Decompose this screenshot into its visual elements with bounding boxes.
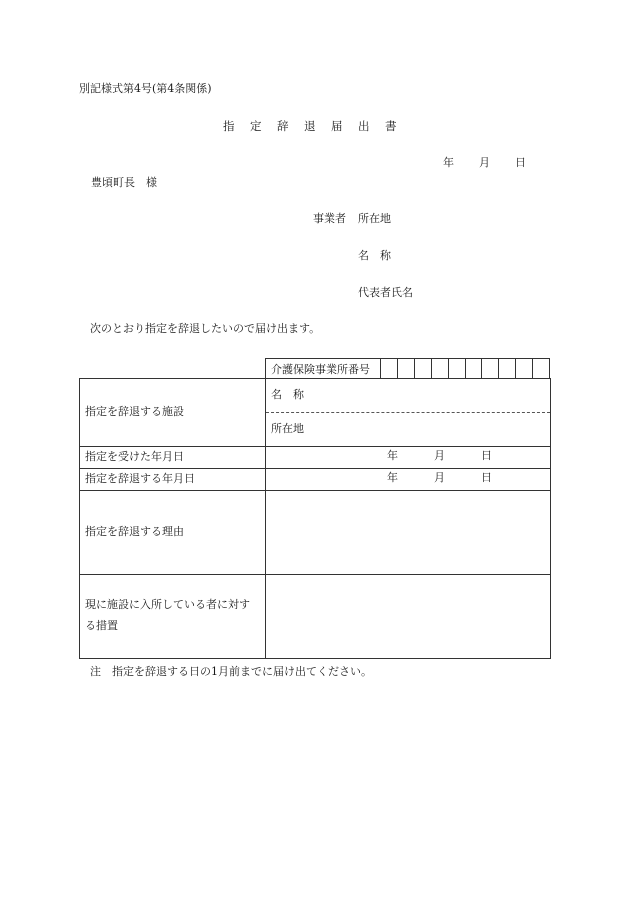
- office-number-label: 介護保険事業所番号: [266, 359, 381, 378]
- month-label: 月: [479, 156, 490, 169]
- facility-address-label: 所在地: [271, 422, 304, 436]
- day-label: 日: [515, 156, 526, 169]
- withdrawal-form-table: [79, 378, 551, 659]
- representative-name-label: 代表者氏名: [358, 286, 413, 299]
- month-label: 月: [434, 470, 445, 484]
- year-label: 年: [387, 470, 398, 484]
- title-char: 辞: [277, 119, 289, 133]
- title-char: 届: [331, 119, 343, 133]
- applicant-address-label: 所在地: [358, 212, 391, 225]
- facility-label: 指定を辞退する施設: [80, 379, 266, 447]
- resident-measures-field[interactable]: [266, 574, 551, 658]
- office-number-digit-cell[interactable]: [398, 359, 415, 378]
- withdrawal-date-field[interactable]: [266, 468, 551, 490]
- office-number-digit-cell[interactable]: [499, 359, 516, 378]
- office-number-digit-cell[interactable]: [432, 359, 449, 378]
- received-date-field[interactable]: [266, 447, 551, 469]
- title-char: 指: [223, 119, 235, 133]
- measures-label-line: る措置: [85, 619, 118, 633]
- facility-name-label: 名 称: [271, 388, 304, 402]
- measures-label-line: 現に施設に入所している者に対す: [85, 598, 250, 612]
- office-number-digit-cell[interactable]: [482, 359, 499, 378]
- office-number-digit-cell[interactable]: [466, 359, 483, 378]
- title-char: 退: [304, 119, 316, 133]
- year-label: 年: [443, 156, 454, 169]
- office-number-row: [265, 358, 550, 378]
- footnote: 注 指定を辞退する日の1月前までに届け出てください。: [90, 665, 372, 678]
- day-label: 日: [481, 449, 492, 462]
- resident-measures-label: [80, 574, 266, 658]
- office-number-digit-cell[interactable]: [415, 359, 432, 378]
- title-char: 書: [385, 119, 397, 133]
- facility-name-field[interactable]: [266, 379, 550, 413]
- office-number-digit-cell[interactable]: [516, 359, 533, 378]
- year-label: 年: [387, 449, 398, 462]
- office-number-digit-cell[interactable]: [533, 359, 549, 378]
- facility-address-field[interactable]: [266, 413, 550, 446]
- applicant-name-label: 名 称: [358, 249, 391, 262]
- statement-text: 次のとおり指定を辞退したいので届け出ます。: [90, 322, 321, 335]
- received-date-label: 指定を受けた年月日: [80, 447, 266, 469]
- title-char: 定: [250, 119, 262, 133]
- operator-label: 事業者: [313, 212, 346, 225]
- document-title: [223, 121, 412, 133]
- day-label: 日: [481, 470, 492, 484]
- reason-field[interactable]: [266, 490, 551, 574]
- office-number-digit-cell[interactable]: [381, 359, 398, 378]
- office-number-digit-cell[interactable]: [449, 359, 466, 378]
- title-char: 出: [358, 119, 370, 133]
- month-label: 月: [434, 449, 445, 462]
- submission-date: [443, 157, 526, 168]
- reason-label: 指定を辞退する理由: [80, 490, 266, 574]
- addressee: 豊頃町長 様: [91, 176, 157, 189]
- form-number-label: 別記様式第4号(第4条関係): [79, 82, 212, 95]
- withdrawal-date-label: 指定を辞退する年月日: [80, 468, 266, 490]
- facility-details: [266, 379, 551, 447]
